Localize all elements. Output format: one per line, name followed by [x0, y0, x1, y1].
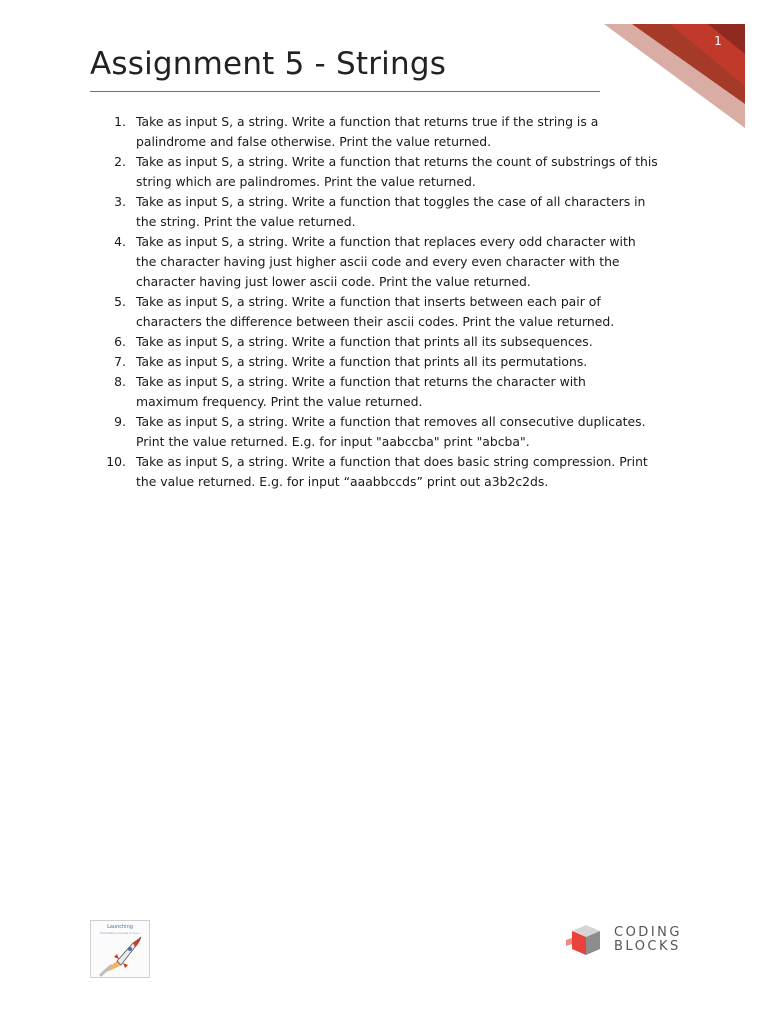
assignment-item: [88, 192, 688, 232]
logo-caption-sub: Foundation Course in C++: [100, 931, 140, 935]
item-line: Take as input S, a string. Write a function that returns the count of substrings of this: [136, 154, 658, 169]
item-line: Take as input S, a string. Write a function that returns the character with: [136, 374, 586, 389]
page-number: 1: [714, 34, 722, 48]
coding-blocks-logo: [562, 922, 682, 962]
item-number: 5.: [114, 294, 126, 309]
item-line: Take as input S, a string. Write a function that removes all consecutive duplicates.: [136, 414, 646, 429]
item-line: character having just lower ascii code. Print the value returned.: [136, 274, 531, 289]
cube-icon: [562, 922, 608, 958]
assignment-item: [88, 292, 688, 332]
title-underline: [90, 91, 600, 92]
assignment-item: [88, 412, 688, 452]
item-number: 2.: [114, 154, 126, 169]
logo-caption: Launching: [107, 924, 133, 930]
assignment-item: [88, 372, 688, 412]
assignment-item: [88, 112, 688, 152]
launching-course-logo: [90, 920, 150, 978]
item-line: Take as input S, a string. Write a function that does basic string compression. Print: [136, 454, 648, 469]
item-line: Print the value returned. E.g. for input "aabccba" print "abcba".: [136, 434, 530, 449]
rocket-icon: [97, 935, 145, 977]
item-number: 7.: [114, 354, 126, 369]
item-line: the string. Print the value returned.: [136, 214, 356, 229]
assignment-item: [88, 232, 688, 292]
assignment-item: [88, 452, 688, 492]
item-number: 10.: [106, 454, 126, 469]
item-line: palindrome and false otherwise. Print the value returned.: [136, 134, 492, 149]
item-number: 1.: [114, 114, 126, 129]
brand-line-blocks: BLOCKS: [614, 939, 681, 954]
item-line: string which are palindromes. Print the value returned.: [136, 174, 476, 189]
brand-line-coding: CODING: [614, 925, 682, 940]
item-line: Take as input S, a string. Write a function that returns true if the string is a: [136, 114, 599, 129]
page-title: Assignment 5 - Strings: [90, 46, 447, 82]
item-line: the value returned. E.g. for input “aaabbccds” print out a3b2c2ds.: [136, 474, 549, 489]
item-number: 4.: [114, 234, 126, 249]
item-line: maximum frequency. Print the value returned.: [136, 394, 423, 409]
item-number: 3.: [114, 194, 126, 209]
brand-name: [614, 926, 682, 954]
item-line: Take as input S, a string. Write a function that inserts between each pair of: [136, 294, 601, 309]
assignment-item: [88, 332, 688, 352]
item-number: 6.: [114, 334, 126, 349]
assignment-item: [88, 152, 688, 192]
assignment-item: [88, 352, 688, 372]
item-line: the character having just higher ascii code and every even character with the: [136, 254, 620, 269]
item-number: 9.: [114, 414, 126, 429]
item-line: Take as input S, a string. Write a function that replaces every odd character with: [136, 234, 636, 249]
assignment-list: [88, 112, 688, 492]
item-line: characters the difference between their ascii codes. Print the value returned.: [136, 314, 615, 329]
item-line: Take as input S, a string. Write a function that prints all its subsequences.: [136, 334, 593, 349]
item-number: 8.: [114, 374, 126, 389]
item-line: Take as input S, a string. Write a function that toggles the case of all characters in: [136, 194, 646, 209]
item-line: Take as input S, a string. Write a function that prints all its permutations.: [136, 354, 588, 369]
